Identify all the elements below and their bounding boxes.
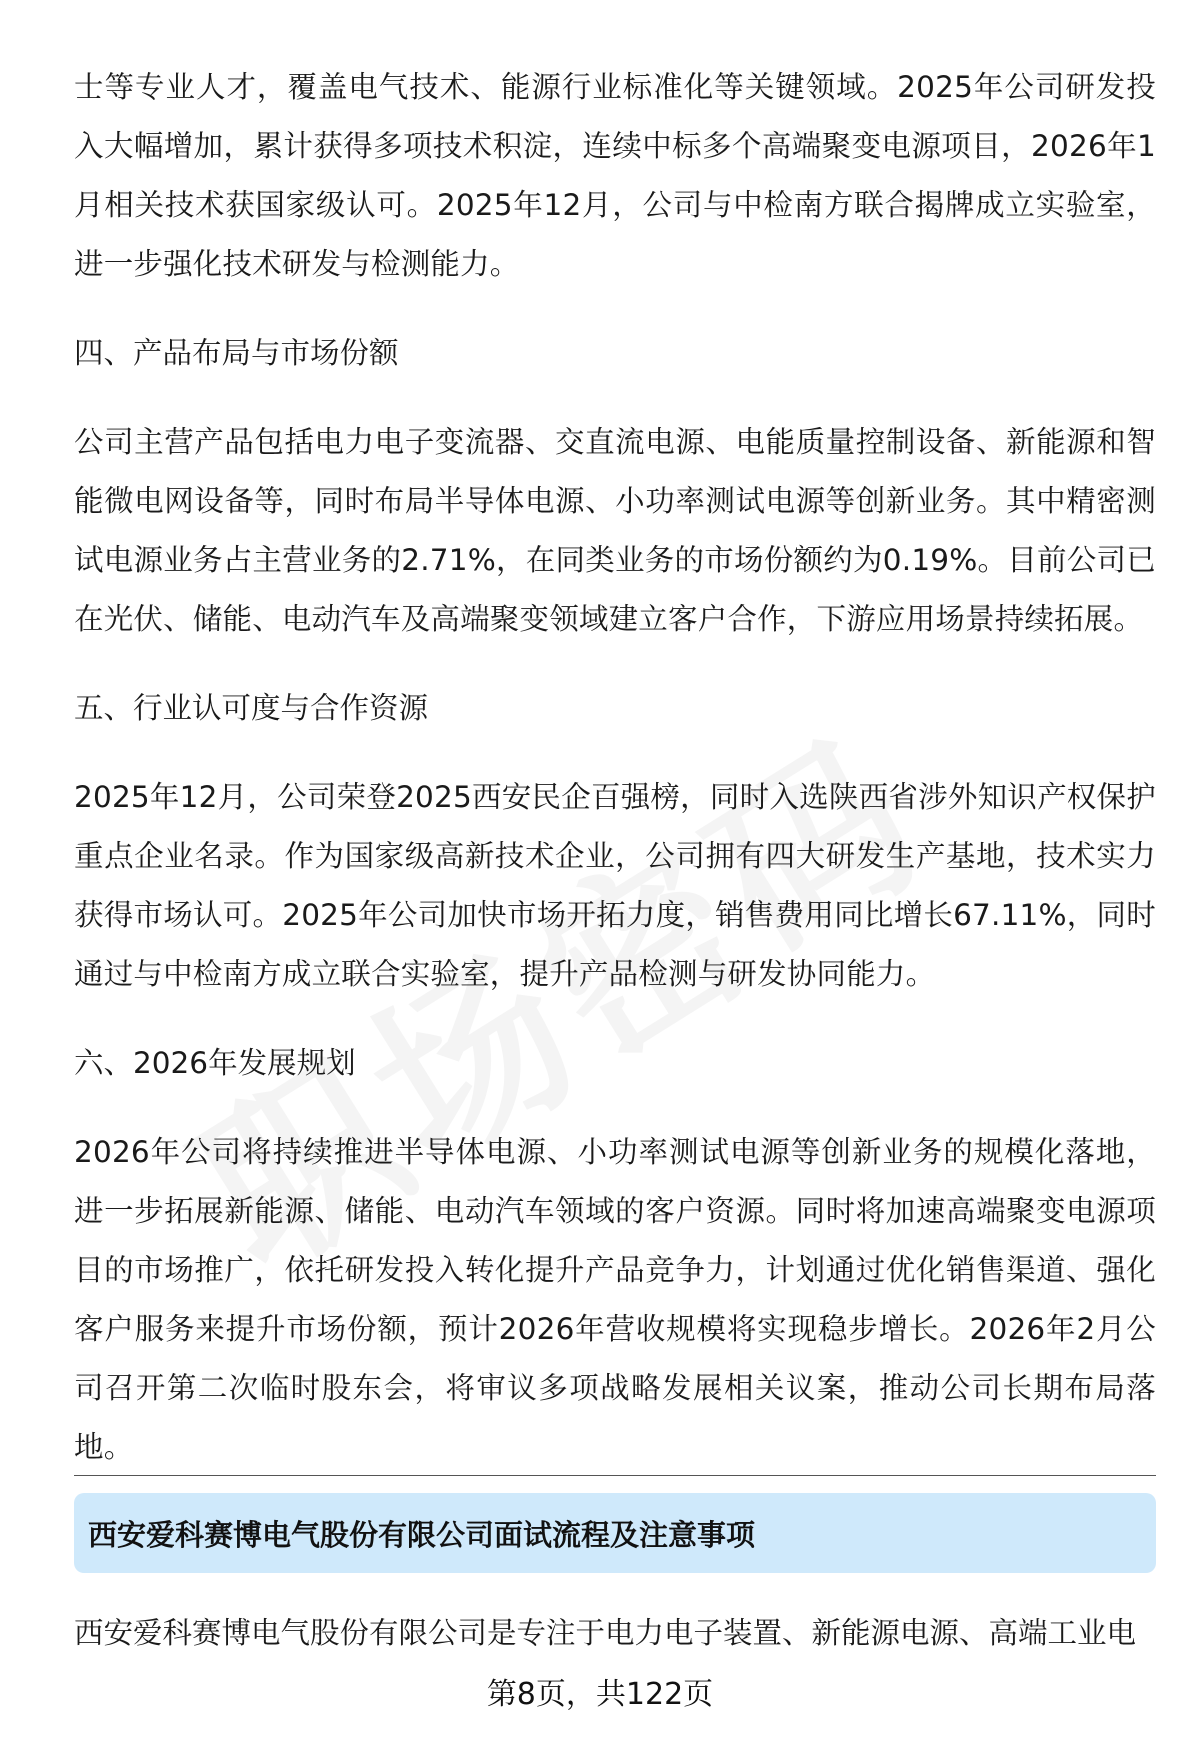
section-divider	[74, 1475, 1156, 1476]
paragraph-recognition: 2025年12月，公司荣登2025西安民企百强榜，同时入选陕西省涉外知识产权保护重点企业名录。作为国家级高新技术企业，公司拥有四大研发生产基地，技术实力获得市场认可。2025年公司加快市场开拓力度，销售费用同比增长67.11%，同时通过与中检南方成立联合实验室，提升产品检测与研发协同能力。	[74, 780, 1156, 991]
paragraph-plan-2026: 2026年公司将持续推进半导体电源、小功率测试电源等创新业务的规模化落地，进一步拓展新能源、储能、电动汽车领域的客户资源。同时将加速高端聚变电源项目的市场推广，依托研发投入转化提升产品竞争力，计划通过优化销售渠道、强化客户服务来提升市场份额，预计2026年营收规模将实现稳步增长。2026年2月公司召开第二次临时股东会，将审议多项战略发展相关议案，推动公司长期布局落地。	[74, 1135, 1156, 1464]
document-body	[74, 58, 1156, 1477]
page-number: 第8页，共122页	[486, 1677, 714, 1712]
section-heading-4: 四、产品布局与市场份额	[74, 336, 399, 370]
section-heading-5: 五、行业认可度与合作资源	[74, 691, 429, 725]
paragraph-products: 公司主营产品包括电力电子变流器、交直流电源、电能质量控制设备、新能源和智能微电网设备等，同时布局半导体电源、小功率测试电源等创新业务。其中精密测试电源业务占主营业务的2.71%，在同类业务的市场份额约为0.19%。目前公司已在光伏、储能、电动汽车及高端聚变领域建立客户合作，下游应用场景持续拓展。	[74, 425, 1156, 636]
section-banner	[74, 1493, 1156, 1573]
section-heading-6: 六、2026年发展规划	[74, 1046, 356, 1080]
paragraph-rd: 士等专业人才，覆盖电气技术、能源行业标准化等关键领域。2025年公司研发投入大幅增加，累计获得多项技术积淀，连续中标多个高端聚变电源项目，2026年1月相关技术获国家级认可。2025年12月，公司与中检南方联合揭牌成立实验室，进一步强化技术研发与检测能力。	[74, 70, 1156, 281]
paragraph-intro: 西安爱科赛博电气股份有限公司是专注于电力电子装置、新能源电源、高端工业电	[74, 1616, 1137, 1650]
section-banner-title: 西安爱科赛博电气股份有限公司面试流程及注意事项	[88, 1517, 756, 1552]
